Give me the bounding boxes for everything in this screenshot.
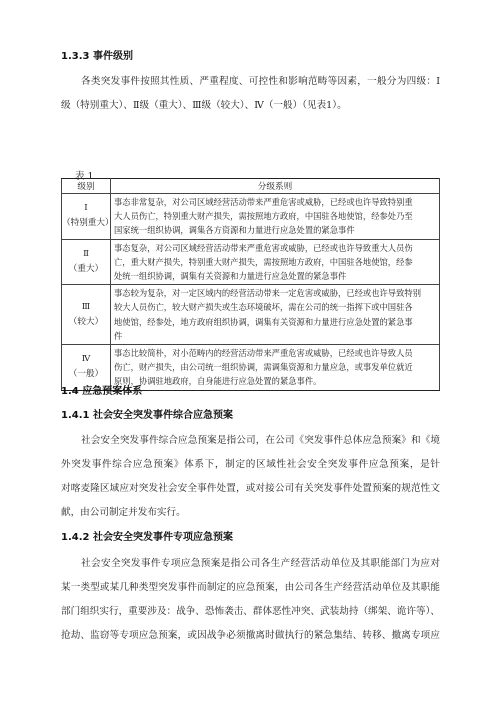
criteria-line: 伤亡，财产损失，由公司统一组织协调，需调集资源和力量应急，或事发单位就近	[114, 362, 413, 373]
criteria-line: 处统一组织协调，调集有关资源和力量进行应急处置的紧急事件	[114, 271, 347, 282]
section-1-4-2-line-3: 部门组织实行，重要涉及：战争、恐怖袭击、群体恶性冲突、武装劫持（绑架、诡许等）、	[61, 606, 440, 617]
section-1-3-3-line-1: 各类突发事件按照其性质、严重程度、可控性和影响范畴等因素，一般分为四级：Ⅰ	[81, 76, 440, 87]
level-name: （较大）	[68, 316, 104, 327]
criteria-line: 事态复杂，对公司区域经营活动带来严重危害或威胁，已经或也许导致重大人员伤	[114, 242, 413, 253]
level-cell	[62, 285, 111, 345]
level-name: （重大）	[68, 263, 104, 274]
criteria-line: 件	[114, 330, 123, 341]
table-row	[62, 194, 440, 240]
header-level: 级别	[62, 179, 111, 194]
section-1-4-2-line-1: 社会安全突发事件专项应急预案是指公司各生产经营活动单位及其职能部门为应对	[81, 558, 440, 569]
criteria-line: 国家统一组织协调，调集各方资源和力量进行应急处置的紧急事件	[114, 225, 355, 236]
section-1-4-1-line-2: 外突发事件综合应急预案》体系下，制定的区域性社会安全突发事件应急预案，是针	[61, 459, 440, 470]
criteria-line: 事态比较简朴，对小范畴内的经营活动带来严重危害或威胁，已经或也许导致人员	[114, 348, 413, 359]
criteria-line: 地使馆，经参处，地方政府组织协调，调集有关资源和力量进行应急处置的紧急事	[114, 316, 413, 327]
criteria-line: 大人员伤亡，特别重大财产损失，需按照地方政府，中国驻各地使馆，经参处乃至	[114, 211, 413, 222]
criteria-cell	[111, 345, 440, 391]
level-cell	[62, 194, 114, 240]
criteria-line: 原则，协调驻地政府，自身能进行应急处置的紧急事件。	[114, 376, 322, 387]
criteria-cell	[111, 194, 440, 240]
level-numeral: Ⅳ	[81, 354, 91, 365]
section-1-4-1-line-1: 社会安全突发事件综合应急预案是指公司，在公司《突发事件总体应急预案》和《境	[81, 435, 440, 446]
table-header-row	[62, 179, 440, 194]
level-cell	[62, 239, 111, 285]
section-1-3-3-heading: 1.3.3 事件级别	[61, 51, 133, 62]
header-criteria: 分级系则	[111, 179, 440, 194]
section-1-4-heading: 1.4 应急预案体系	[61, 386, 143, 397]
table-caption: 表 1	[75, 171, 94, 182]
criteria-cell	[111, 285, 440, 345]
section-1-4-2-line-2: 某一类型或某几种类型突发事件而制定的应急预案，由公司各生产经营活动单位及其职能	[61, 582, 440, 593]
section-1-4-1-line-3: 对喀麦隆区域应对突发社会安全事件处置，或对接公司有关突发事件处置预案的规范性文	[61, 483, 440, 494]
criteria-line: 事态较为复杂，对一定区域内的经营活动带来一定危害或威胁，已经或也许导致特别	[114, 288, 421, 299]
level-name: （一般）	[68, 369, 104, 380]
table-row	[62, 285, 440, 345]
criteria-cell	[111, 239, 440, 285]
table-row	[62, 239, 440, 285]
criteria-line: 亡，重大财产损失，特别重大财产损失，需按照地方政府，中国驻各地使馆，经参	[114, 256, 413, 267]
level-classification-table	[61, 178, 440, 391]
section-1-3-3-line-2: 级（特别重大）、Ⅱ级（重大）、Ⅲ级（较大）、Ⅳ（一般）（见表1）。	[61, 100, 347, 111]
level-name: （特别重大）	[62, 218, 114, 229]
level-numeral: Ⅲ	[81, 301, 91, 312]
section-1-4-1-heading: 1.4.1 社会安全突发事件综合应急预案	[61, 410, 233, 421]
section-1-4-2-heading: 1.4.2 社会安全突发事件专项应急预案	[61, 532, 233, 543]
level-numeral: Ⅱ	[83, 248, 89, 259]
section-1-4-2-line-4: 抢劫、监窃等专项应急预案，或因战争必须撤离时做执行的紧急集结、转移、撤离专项应	[61, 630, 440, 641]
criteria-line: 较大人员伤亡，较大财产损失或生态环境破坏，需在公司的统一指挥下或中国驻各	[114, 302, 413, 313]
level-numeral: Ⅰ	[84, 203, 88, 214]
section-1-4-1-line-4: 献，由公司制定并发布实行。	[61, 507, 186, 518]
criteria-line: 事态非常复杂，对公司区域经营活动带来严重危害或威胁，已经或也许导致特别重	[114, 197, 413, 207]
